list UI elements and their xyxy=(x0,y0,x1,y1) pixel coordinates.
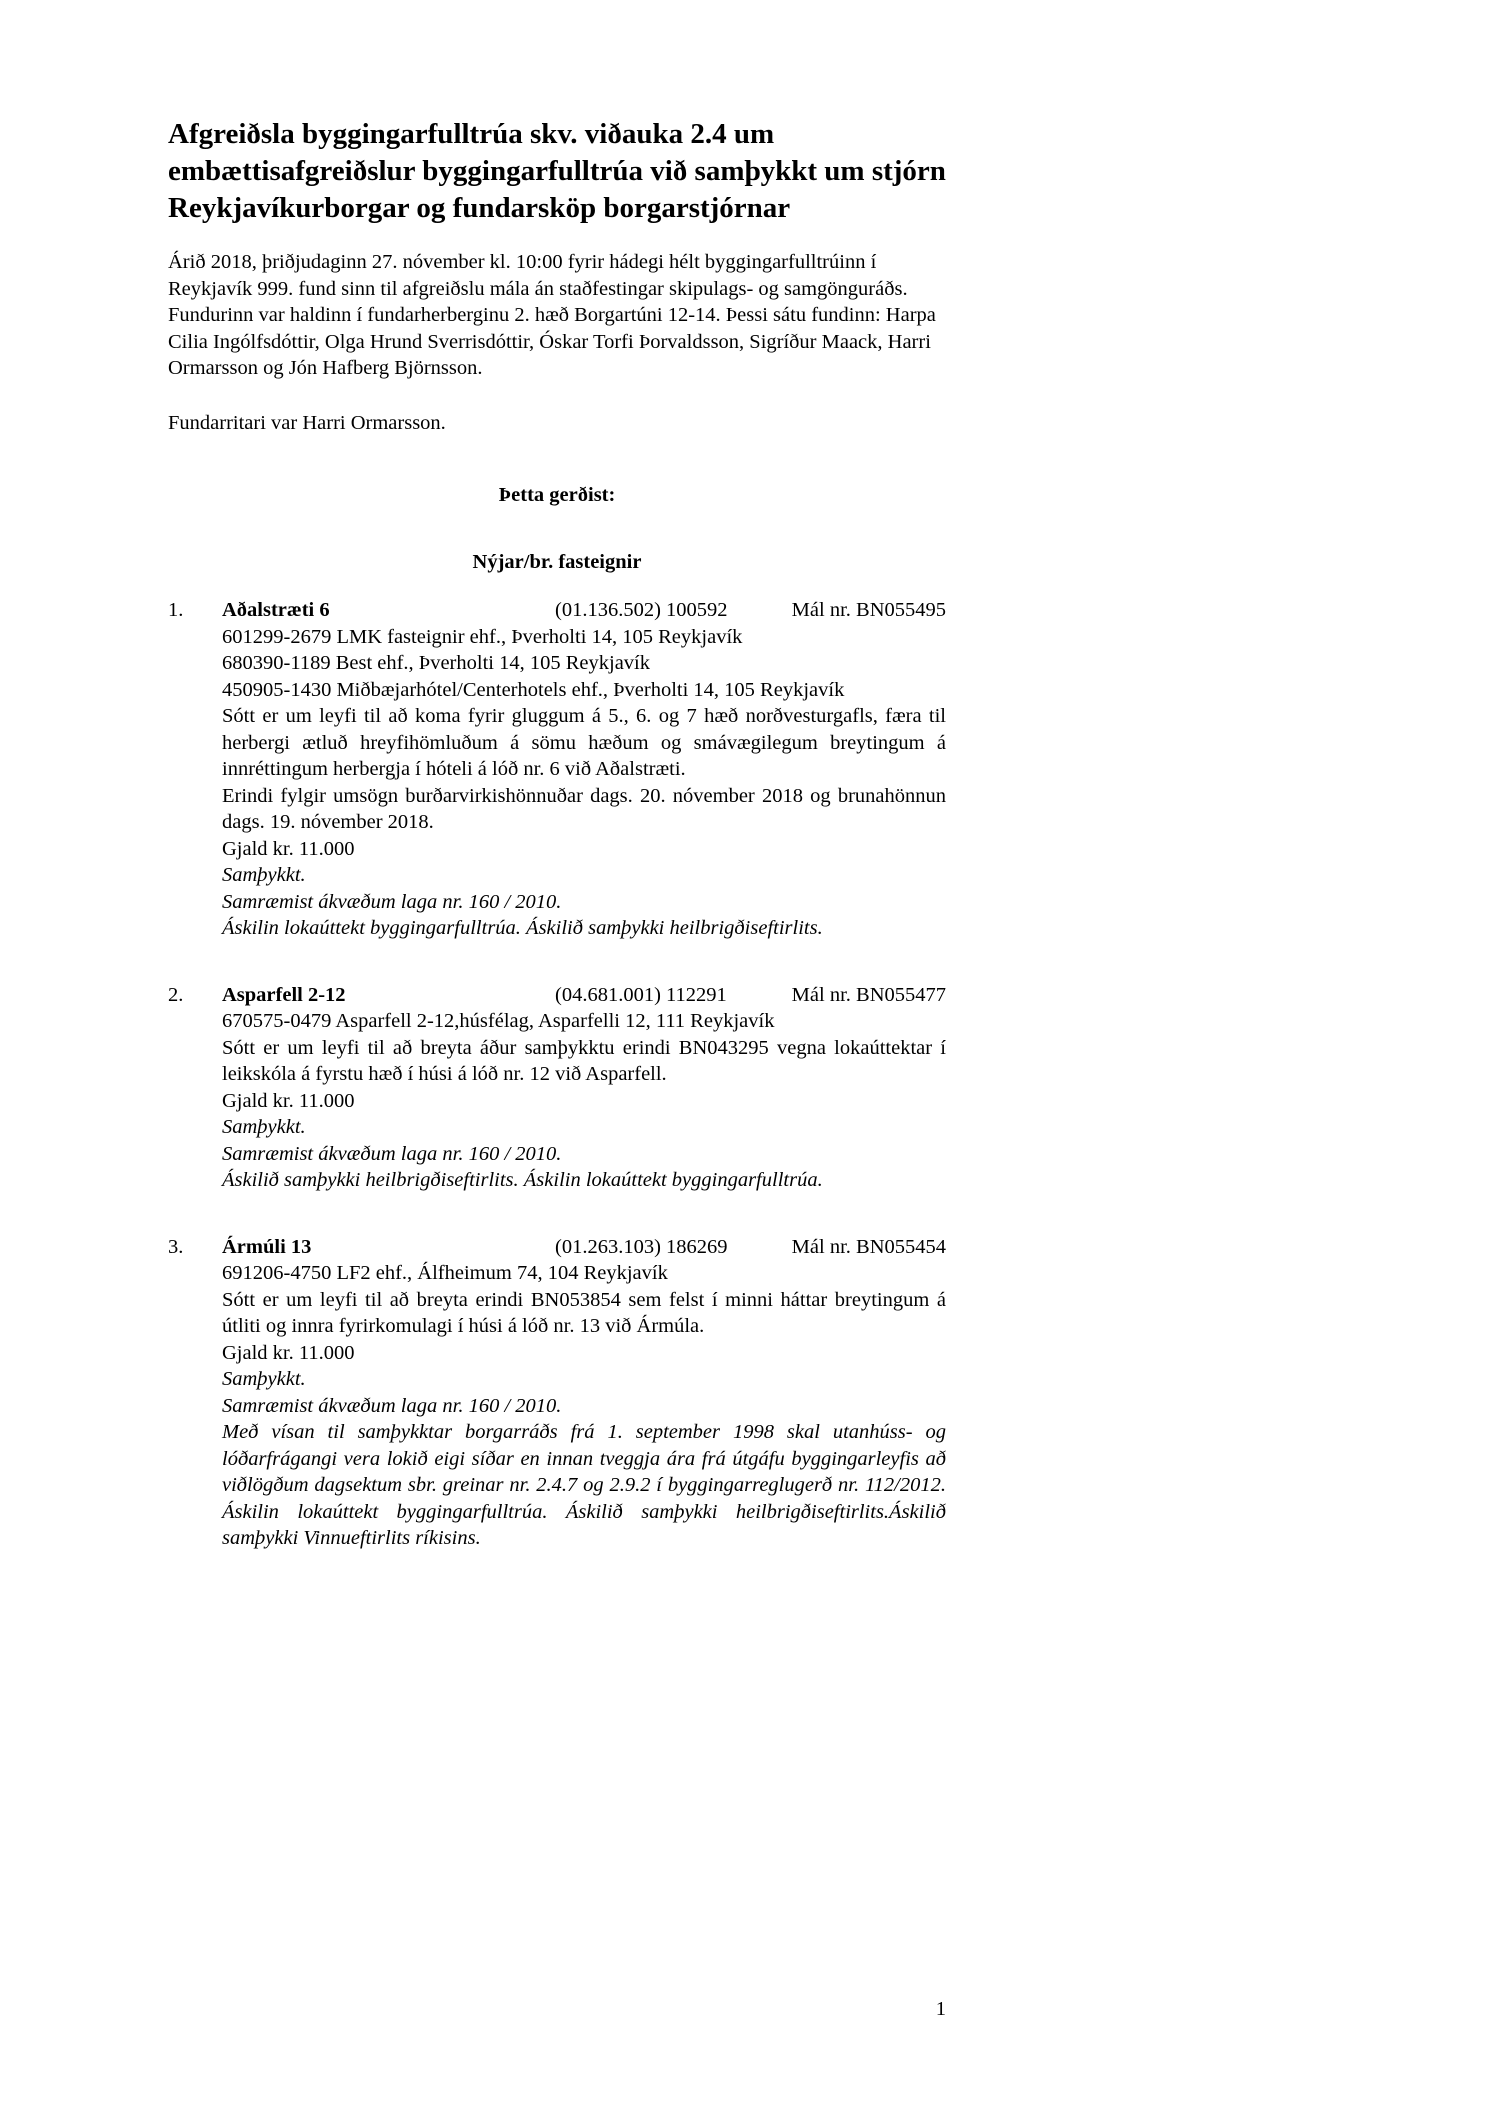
item-number: 2. xyxy=(168,983,184,1006)
item-title: Ármúli 13 xyxy=(222,1235,312,1258)
item-paragraph: 670575-0479 Asparfell 2-12,húsfélag, Asparfelli 12, 111 Reykjavík xyxy=(222,1010,775,1032)
case-item xyxy=(168,982,946,1194)
item-number: 3. xyxy=(168,1235,184,1258)
item-title: Asparfell 2-12 xyxy=(222,983,346,1006)
item-paragraph: Gjald kr. 11.000 xyxy=(222,837,355,860)
item-paragraph: Sótt er um leyfi til að koma fyrir gluggum á 5., 6. og 7 hæð norðvesturgafls, færa til herbergi ætluð hreyfihömluðum á sömu hæðum og smávægilegum breytingum á innréttingum herbergja í hóteli á lóð nr. 6 við Aðalstræti. xyxy=(222,705,946,780)
item-paragraph: Erindi fylgir umsögn burðarvirkishönnuðar dags. 20. nóvember 2018 og brunahönnun dags. 19. nóvember 2018. xyxy=(222,784,946,833)
item-paragraph: Samræmist ákvæðum laga nr. 160 / 2010. xyxy=(222,890,562,913)
item-case-number: Mál nr. BN055477 xyxy=(791,983,946,1006)
case-item xyxy=(168,597,946,942)
item-paragraph: Gjald kr. 11.000 xyxy=(222,1089,355,1112)
item-paragraph: 450905-1430 Miðbæjarhótel/Centerhotels ehf., Þverholti 14, 105 Reykjavík xyxy=(222,678,845,701)
item-body xyxy=(222,1008,946,1194)
item-paragraph: Samþykkt. xyxy=(222,864,306,886)
case-item-header xyxy=(168,1234,946,1261)
case-item-header xyxy=(168,982,946,1009)
item-case-number: Mál nr. BN055454 xyxy=(791,1235,946,1258)
case-item xyxy=(168,1234,946,1552)
item-paragraph: 680390-1189 Best ehf., Þverholti 14, 105 Reykjavík xyxy=(222,652,650,674)
case-list xyxy=(168,597,946,1552)
item-paragraph: 691206-4750 LF2 ehf., Álfheimum 74, 104 Reykjavík xyxy=(222,1262,668,1284)
intro-paragraph: Árið 2018, þriðjudaginn 27. nóvember kl. 10:00 fyrir hádegi hélt byggingarfulltrúinn í Reykjavík 999. fund sinn til afgreiðslu mála án staðfestingar skipulags- og samgönguráðs. Fundurinn var haldinn í fundarherberginu 2. hæð Borgartúni 12-14. Þessi sátu fundinn: Harpa Cilia Ingólfsdóttir, Olga Hrund Sverrisdóttir, Óskar Torfi Þorvaldsson, Sigríður Maack, Harri Ormarsson og Jón Hafberg Björnsson. xyxy=(168,251,936,379)
item-paragraph: Samræmist ákvæðum laga nr. 160 / 2010. xyxy=(222,1394,562,1417)
section-heading: Nýjar/br. fasteignir xyxy=(472,550,642,573)
doc-title: Afgreiðsla byggingarfulltrúa skv. viðauka 2.4 um embættisafgreiðslur byggingarfulltrúa við samþykkt um stjórn Reykjavíkurborgar og fundarsköp borgarstjórnar xyxy=(168,118,946,224)
item-paragraph: Sótt er um leyfi til að breyta erindi BN053854 sem felst í minni háttar breytingum á útliti og innra fyrirkomulagi í húsi á lóð nr. 13 við Ármúla. xyxy=(222,1288,946,1337)
happened-heading: Þetta gerðist: xyxy=(498,484,616,506)
item-paragraph: Með vísan til samþykktar borgarráðs frá 1. september 1998 skal utanhúss- og lóðarfrágangi vera lokið eigi síðar en innan tveggja ára frá útgáfu byggingarleyfis að viðlögðum dagsektum sbr. greinar nr. 2.4.7 og 2.9.2 í byggingarreglugerð nr. 112/2012. Áskilin lokaúttekt byggingarfulltrúa. Áskilið samþykki heilbrigðiseftirlits.Áskilið samþykki Vinnueftirlits ríkisins. xyxy=(222,1421,946,1549)
item-paragraph: Samræmist ákvæðum laga nr. 160 / 2010. xyxy=(222,1142,562,1165)
item-paragraph: Áskilið samþykki heilbrigðiseftirlits. Áskilin lokaúttekt byggingarfulltrúa. xyxy=(222,1169,823,1191)
item-paragraph: Sótt er um leyfi til að breyta áður samþykktu erindi BN043295 vegna lokaúttektar í leikskóla á fyrstu hæð í húsi á lóð nr. 12 við Asparfell. xyxy=(222,1036,946,1085)
page-number: 1 xyxy=(935,1998,946,2020)
item-paragraph: Samþykkt. xyxy=(222,1116,306,1138)
item-paragraph: Samþykkt. xyxy=(222,1368,306,1390)
item-number: 1. xyxy=(168,599,184,621)
item-paragraph: Gjald kr. 11.000 xyxy=(222,1341,355,1364)
item-body xyxy=(222,624,946,942)
case-item-header xyxy=(168,597,946,624)
item-reference: (04.681.001) 112291 xyxy=(555,983,727,1006)
item-title: Aðalstræti 6 xyxy=(222,599,330,621)
document-content xyxy=(168,0,946,1552)
item-case-number: Mál nr. BN055495 xyxy=(791,599,946,621)
item-reference: (01.263.103) 186269 xyxy=(555,1235,728,1258)
secretary-paragraph: Fundarritari var Harri Ormarsson. xyxy=(168,411,446,434)
item-paragraph: Áskilin lokaúttekt byggingarfulltrúa. Áskilið samþykki heilbrigðiseftirlits. xyxy=(222,917,823,939)
item-reference: (01.136.502) 100592 xyxy=(555,599,728,621)
item-paragraph: 601299-2679 LMK fasteignir ehf., Þverholti 14, 105 Reykjavík xyxy=(222,625,743,648)
item-body xyxy=(222,1260,946,1552)
